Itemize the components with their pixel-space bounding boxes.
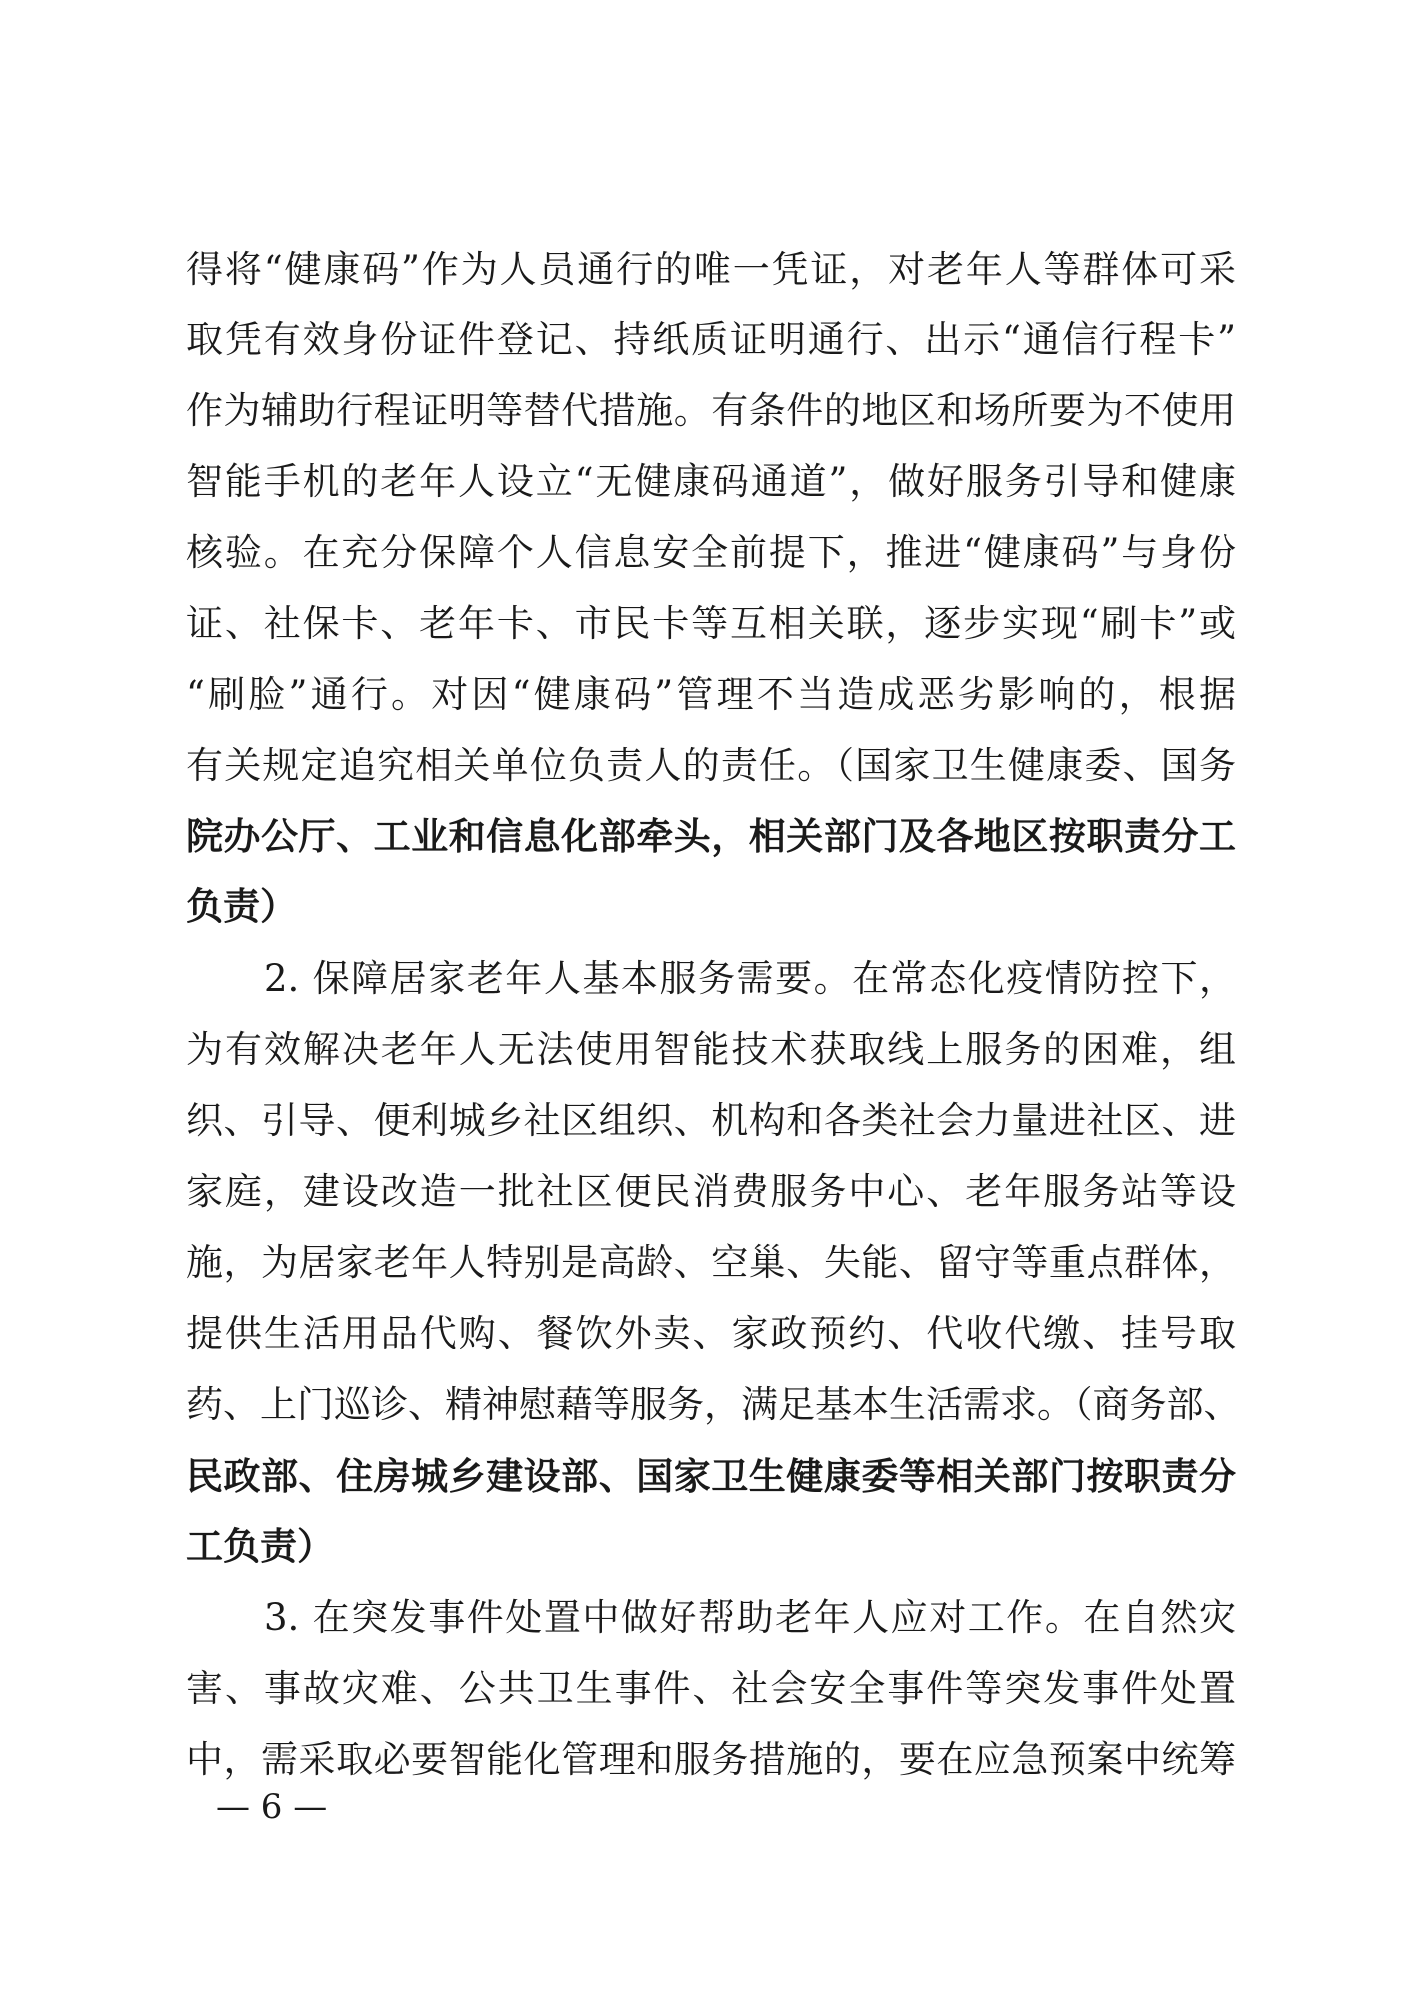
body-line-4: 智能手机的老年人设立“无健康码通道”，做好服务引导和健康: [186, 460, 1236, 503]
body-line-7: “刷脸”通行。对因“健康码”管理不当造成恶劣影响的，根据: [186, 673, 1236, 716]
section-3-heading-line: 3. 在突发事件处置中做好帮助老年人应对工作。在自然灾: [264, 1596, 1236, 1639]
body-line-13: 提供生活用品代购、餐饮外卖、家政预约、代收代缴、挂号取: [186, 1312, 1236, 1355]
body-line-11: 家庭，建设改造一批社区便民消费服务中心、老年服务站等设: [186, 1170, 1236, 1213]
page-number: — 6 —: [216, 1787, 328, 1827]
body-line-9: 为有效解决老年人无法使用智能技术获取线上服务的困难，组: [186, 1028, 1236, 1071]
body-line-6: 证、社保卡、老年卡、市民卡等互相关联，逐步实现“刷卡”或: [186, 602, 1236, 645]
body-line-12: 施，为居家老年人特别是高龄、空巢、失能、留守等重点群体，: [186, 1241, 1236, 1284]
body-line-8: 有关规定追究相关单位负责人的责任。（国家卫生健康委、国务: [186, 744, 1236, 787]
body-line-2: 取凭有效身份证件登记、持纸质证明通行、出示“通信行程卡”: [186, 318, 1236, 361]
body-line-15: 害、事故灾难、公共卫生事件、社会安全事件等突发事件处置: [186, 1667, 1236, 1710]
responsibility-line-4: 工负责）: [186, 1524, 334, 1568]
body-line-5: 核验。在充分保障个人信息安全前提下，推进“健康码”与身份: [186, 531, 1236, 574]
responsibility-line-1: 院办公厅、工业和信息化部牵头，相关部门及各地区按职责分工: [186, 814, 1236, 858]
body-line-14: 药、上门巡诊、精神慰藉等服务，满足基本生活需求。（商务部、: [186, 1383, 1241, 1426]
body-line-16: 中，需采取必要智能化管理和服务措施的，要在应急预案中统筹: [186, 1738, 1236, 1781]
responsibility-line-2: 负责）: [186, 884, 297, 928]
responsibility-line-3: 民政部、住房城乡建设部、国家卫生健康委等相关部门按职责分: [186, 1454, 1236, 1498]
body-line-3: 作为辅助行程证明等替代措施。有条件的地区和场所要为不使用: [186, 389, 1236, 432]
body-line-1: 得将“健康码”作为人员通行的唯一凭证，对老年人等群体可采: [186, 248, 1236, 291]
section-2-heading-line: 2. 保障居家老年人基本服务需要。在常态化疫情防控下，: [264, 957, 1236, 1000]
body-line-10: 织、引导、便利城乡社区组织、机构和各类社会力量进社区、进: [186, 1099, 1236, 1142]
